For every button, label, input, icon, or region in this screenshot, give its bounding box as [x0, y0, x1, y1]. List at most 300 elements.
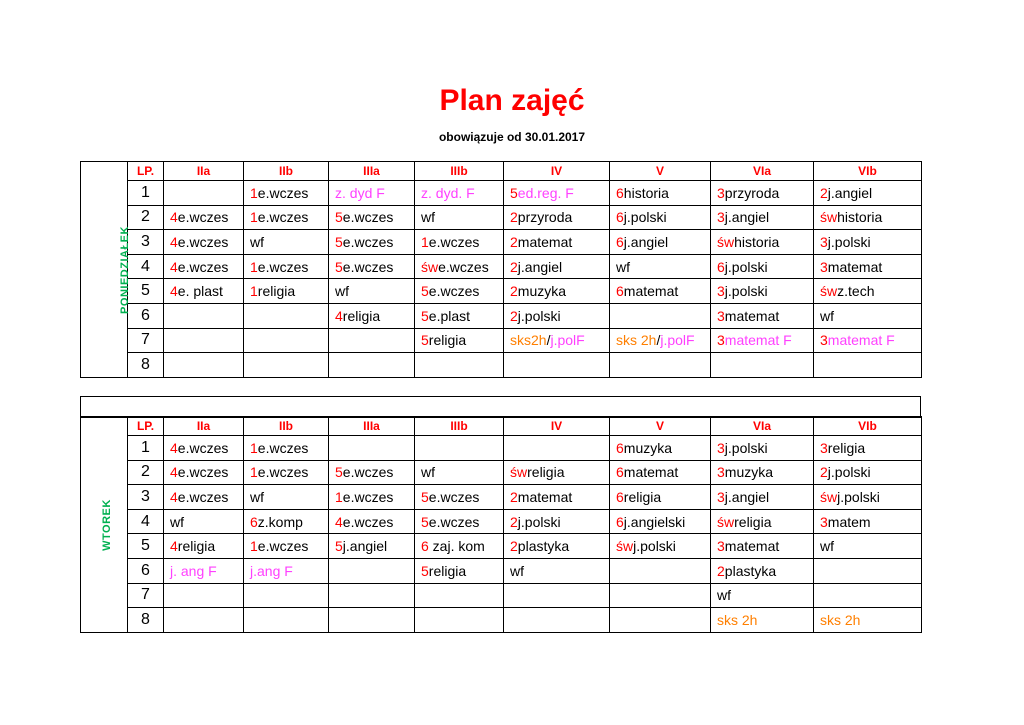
lesson-cell — [164, 181, 244, 206]
lesson-row — [81, 181, 922, 206]
lesson-row — [81, 328, 922, 353]
subject-text: matemat F — [724, 332, 792, 349]
lesson-cell — [610, 205, 711, 230]
column-header: V — [610, 162, 711, 181]
subject-text: j.angiel — [827, 184, 873, 201]
lesson-cell — [814, 460, 922, 485]
subject-text: przyroda — [517, 209, 573, 226]
lesson-cell — [504, 181, 610, 206]
lesson-cell — [814, 608, 922, 633]
room-number: 2 — [820, 184, 828, 201]
lesson-cell — [814, 303, 922, 328]
lesson-cell — [415, 509, 504, 534]
subject-text: e.wczes — [177, 464, 229, 481]
room-number: 2 — [510, 283, 518, 300]
lesson-row — [81, 205, 922, 230]
column-header: IIIb — [415, 162, 504, 181]
lesson-cell — [164, 328, 244, 353]
header-row — [81, 162, 922, 181]
lesson-cell — [244, 558, 329, 583]
room-number: 3 — [717, 464, 725, 481]
subject-text: przyroda — [724, 184, 780, 201]
lesson-cell — [164, 303, 244, 328]
column-header: VIb — [814, 162, 922, 181]
room-number: 6 — [616, 209, 624, 226]
room-number: 5 — [335, 209, 343, 226]
column-header: LP. — [128, 417, 164, 436]
lesson-cell — [814, 205, 922, 230]
subject-text: historia — [734, 233, 780, 250]
room-number: 6 — [717, 258, 725, 275]
lesson-cell — [504, 279, 610, 304]
lesson-cell — [711, 485, 814, 510]
room-number: 1 — [250, 464, 258, 481]
lesson-cell — [814, 230, 922, 255]
lesson-cell — [711, 254, 814, 279]
subject-text: religia — [734, 513, 772, 530]
subject-text: / — [546, 332, 551, 349]
subject-text: matemat — [724, 307, 780, 324]
lesson-cell — [329, 509, 415, 534]
room-number: 5 — [510, 184, 518, 201]
lesson-cell — [415, 328, 504, 353]
lesson-cell — [329, 583, 415, 608]
room-number: 4 — [335, 513, 343, 530]
day-label: WTOREK — [100, 499, 113, 552]
lesson-cell — [164, 254, 244, 279]
room-number: 1 — [250, 538, 258, 555]
lesson-cell — [504, 436, 610, 461]
subject-text: matemat — [724, 538, 780, 555]
schedule-monday — [80, 161, 921, 378]
subject-text: e.wczes — [342, 488, 394, 505]
lesson-cell — [711, 534, 814, 559]
room-number: 2 — [510, 538, 518, 555]
lesson-row — [81, 534, 922, 559]
lesson-cell — [244, 254, 329, 279]
subject-text: wf — [250, 233, 264, 250]
room-number: 1 — [250, 258, 258, 275]
room-number: 4 — [170, 233, 178, 250]
column-header: VIb — [814, 417, 922, 436]
lesson-number: 5 — [128, 279, 164, 304]
lesson-cell — [814, 583, 922, 608]
lesson-cell — [610, 509, 711, 534]
lesson-cell — [329, 534, 415, 559]
subject-text: wf — [421, 209, 435, 226]
lesson-row — [81, 485, 922, 510]
room-number: 4 — [170, 488, 178, 505]
lesson-cell — [610, 181, 711, 206]
subject-text: e.wczes — [342, 513, 394, 530]
room-number: 3 — [820, 233, 828, 250]
subject-text: j.angiel — [342, 538, 388, 555]
subject-text: e.wczes — [438, 258, 489, 275]
lesson-cell — [711, 583, 814, 608]
lesson-row — [81, 353, 922, 378]
subject-text: sks2h — [510, 332, 547, 349]
lesson-cell — [504, 205, 610, 230]
room-number: 2 — [510, 209, 518, 226]
lesson-cell — [329, 353, 415, 378]
subject-text: j.polski — [827, 233, 871, 250]
room-number: 6 — [616, 283, 624, 300]
lesson-cell — [814, 353, 922, 378]
column-header: IV — [504, 162, 610, 181]
subject-text: muzyka — [517, 283, 567, 300]
subject-text: z. dyd. F — [421, 184, 475, 201]
room-number: 1 — [250, 184, 258, 201]
column-header: VIa — [711, 417, 814, 436]
room-number: 4 — [170, 538, 178, 555]
day-label-cell — [81, 162, 131, 378]
lesson-row — [81, 509, 922, 534]
subject-text: j.polski — [517, 513, 561, 530]
subject-text: wf — [616, 258, 630, 275]
room-number: św — [616, 538, 634, 555]
subject-text: j.angiel — [724, 488, 770, 505]
subject-text: wf — [250, 488, 264, 505]
lesson-cell — [244, 460, 329, 485]
subject-text: j.polski — [724, 283, 768, 300]
page-title: Plan zajęć — [439, 84, 585, 117]
lesson-cell — [504, 460, 610, 485]
subject-text: wf — [820, 307, 834, 324]
lesson-cell — [244, 436, 329, 461]
room-number: 6 — [616, 488, 624, 505]
lesson-number: 4 — [128, 254, 164, 279]
subject-text: matem — [827, 513, 871, 530]
room-number: 4 — [170, 464, 178, 481]
lesson-cell — [415, 534, 504, 559]
lesson-row — [81, 460, 922, 485]
subject-text: matemat — [827, 258, 883, 275]
column-header: LP. — [128, 162, 164, 181]
lesson-cell — [711, 509, 814, 534]
subject-text: j.polski — [633, 538, 676, 555]
lesson-cell — [329, 230, 415, 255]
lesson-cell — [610, 328, 711, 353]
lesson-cell — [329, 205, 415, 230]
room-number: 4 — [170, 209, 178, 226]
subject-text: e.wczes — [257, 439, 309, 456]
lesson-cell — [244, 485, 329, 510]
day-label-cell — [81, 417, 128, 633]
room-number: 4 — [170, 258, 178, 275]
subject-text: / — [656, 332, 661, 349]
subject-text: matemat — [623, 283, 679, 300]
subject-text: wf — [335, 283, 349, 300]
lesson-cell — [164, 558, 244, 583]
room-number: 3 — [717, 332, 725, 349]
lesson-cell — [504, 254, 610, 279]
subject-text: j.angielski — [623, 513, 686, 530]
subject-text: sks 2h — [616, 332, 657, 349]
room-number: 6 — [250, 513, 258, 530]
room-number: 1 — [250, 439, 258, 456]
subject-text: wf — [820, 538, 834, 555]
lesson-cell — [244, 303, 329, 328]
subject-text: e.wczes — [177, 258, 229, 275]
lesson-row — [81, 583, 922, 608]
room-number: 3 — [820, 439, 828, 456]
subject-text: j.polski — [517, 307, 561, 324]
lesson-row — [81, 608, 922, 633]
column-header: IIb — [244, 162, 329, 181]
lesson-cell — [244, 205, 329, 230]
lesson-row — [81, 303, 922, 328]
lesson-cell — [610, 436, 711, 461]
subject-text: e.wczes — [257, 258, 309, 275]
subject-text: e.wczes — [257, 209, 309, 226]
lesson-cell — [244, 230, 329, 255]
lesson-cell — [711, 303, 814, 328]
lesson-cell — [415, 205, 504, 230]
subject-text: j.angiel — [517, 258, 563, 275]
subject-text: matemat — [517, 233, 573, 250]
lesson-number: 4 — [128, 509, 164, 534]
room-number: 3 — [717, 209, 725, 226]
lesson-cell — [415, 181, 504, 206]
subject-text: wf — [421, 464, 435, 481]
subject-text: religia — [342, 307, 381, 324]
subject-text: j.angiel — [724, 209, 770, 226]
lesson-cell — [244, 583, 329, 608]
subject-text: e.wczes — [342, 209, 394, 226]
lesson-cell — [329, 181, 415, 206]
subject-text: sks 2h — [717, 611, 758, 628]
room-number: 2 — [510, 258, 518, 275]
lesson-cell — [711, 558, 814, 583]
lesson-cell — [244, 181, 329, 206]
lesson-number: 1 — [128, 181, 164, 206]
room-number: 3 — [717, 184, 725, 201]
lesson-cell — [504, 328, 610, 353]
room-number: 6 — [616, 513, 624, 530]
lesson-number: 5 — [128, 534, 164, 559]
lesson-cell — [415, 353, 504, 378]
lesson-cell — [610, 608, 711, 633]
lesson-cell — [814, 534, 922, 559]
lesson-cell — [164, 485, 244, 510]
lesson-row — [81, 436, 922, 461]
subject-text: e.wczes — [177, 439, 229, 456]
lesson-cell — [610, 583, 711, 608]
subject-text: zaj. kom — [428, 538, 485, 555]
lesson-number: 7 — [128, 583, 164, 608]
lesson-cell — [244, 353, 329, 378]
subject-text: ed.reg. F — [517, 184, 574, 201]
room-number: 6 — [421, 538, 429, 555]
lesson-cell — [610, 303, 711, 328]
lesson-cell — [814, 436, 922, 461]
lesson-cell — [504, 230, 610, 255]
subject-text: matemat — [517, 488, 573, 505]
room-number: 5 — [421, 307, 429, 324]
subject-text: e.wczes — [257, 538, 309, 555]
lesson-cell — [504, 558, 610, 583]
lesson-cell — [711, 460, 814, 485]
lesson-cell — [504, 608, 610, 633]
lesson-cell — [329, 460, 415, 485]
column-header: IIIa — [329, 417, 415, 436]
subject-text: j.polski — [623, 209, 667, 226]
room-number: 5 — [421, 332, 429, 349]
room-number: 2 — [510, 307, 518, 324]
room-number: św — [717, 233, 735, 250]
room-number: 5 — [335, 464, 343, 481]
lesson-row — [81, 230, 922, 255]
room-number: 5 — [335, 258, 343, 275]
column-header: IV — [504, 417, 610, 436]
subject-text: e.plast — [428, 307, 471, 324]
schedule-table — [80, 161, 922, 378]
lesson-cell — [415, 583, 504, 608]
lesson-cell — [504, 353, 610, 378]
room-number: 3 — [717, 439, 725, 456]
room-number: 3 — [717, 307, 725, 324]
lesson-cell — [244, 608, 329, 633]
lesson-number: 1 — [128, 436, 164, 461]
lesson-cell — [415, 279, 504, 304]
subject-text: muzyka — [623, 439, 673, 456]
subject-text: plastyka — [517, 538, 570, 555]
lesson-cell — [244, 328, 329, 353]
lesson-cell — [711, 181, 814, 206]
lesson-cell — [415, 303, 504, 328]
subject-text: j.angiel — [623, 233, 669, 250]
lesson-cell — [610, 279, 711, 304]
lesson-number: 7 — [128, 328, 164, 353]
room-number: 5 — [421, 488, 429, 505]
subject-text: z. dyd F — [335, 184, 385, 201]
lesson-cell — [415, 254, 504, 279]
lesson-number: 8 — [128, 353, 164, 378]
room-number: 2 — [510, 488, 518, 505]
lesson-cell — [814, 279, 922, 304]
room-number: 3 — [820, 258, 828, 275]
room-number: 1 — [250, 209, 258, 226]
lesson-cell — [814, 558, 922, 583]
room-number: 5 — [335, 233, 343, 250]
subject-text: e.wczes — [342, 258, 394, 275]
lesson-cell — [329, 436, 415, 461]
room-number: 3 — [717, 488, 725, 505]
room-number: św — [717, 513, 735, 530]
column-header: IIIb — [415, 417, 504, 436]
subject-text: religia — [527, 464, 565, 481]
room-number: 2 — [717, 562, 725, 579]
lesson-cell — [814, 485, 922, 510]
lesson-cell — [164, 583, 244, 608]
lesson-number: 8 — [128, 608, 164, 633]
lesson-cell — [164, 205, 244, 230]
lesson-cell — [415, 608, 504, 633]
lesson-cell — [610, 460, 711, 485]
lesson-cell — [244, 509, 329, 534]
lesson-cell — [814, 181, 922, 206]
lesson-cell — [711, 436, 814, 461]
subject-text: e.wczes — [177, 209, 229, 226]
page-subtitle: obowiązuje od 30.01.2017 — [438, 130, 586, 144]
lesson-cell — [711, 328, 814, 353]
room-number: 6 — [616, 233, 624, 250]
room-number: 2 — [510, 513, 518, 530]
lesson-cell — [329, 608, 415, 633]
subject-text: matemat — [623, 464, 679, 481]
header-row — [81, 417, 922, 436]
room-number: św — [820, 488, 838, 505]
lesson-cell — [711, 353, 814, 378]
room-number: 5 — [421, 562, 429, 579]
lesson-cell — [610, 485, 711, 510]
lesson-number: 3 — [128, 230, 164, 255]
subject-text: e.wczes — [428, 488, 480, 505]
subject-text: wf — [717, 587, 731, 604]
subject-text: matemat F — [827, 332, 895, 349]
lesson-number: 3 — [128, 485, 164, 510]
room-number: 4 — [170, 283, 178, 300]
subject-text: wf — [510, 562, 524, 579]
lesson-cell — [711, 608, 814, 633]
lesson-cell — [164, 460, 244, 485]
subject-text: j. ang F — [170, 562, 217, 579]
subject-text: e.wczes — [342, 464, 394, 481]
column-header: VIa — [711, 162, 814, 181]
lesson-cell — [415, 558, 504, 583]
room-number: 3 — [717, 538, 725, 555]
lesson-cell — [415, 485, 504, 510]
room-number: 2 — [820, 464, 828, 481]
room-number: 1 — [421, 233, 429, 250]
lesson-cell — [504, 509, 610, 534]
schedule-table — [80, 416, 922, 633]
lesson-number: 2 — [128, 205, 164, 230]
lesson-cell — [610, 230, 711, 255]
lesson-cell — [610, 534, 711, 559]
subject-text: j.polski — [724, 439, 768, 456]
column-header: V — [610, 417, 711, 436]
subject-text: j.ang F — [250, 562, 293, 579]
room-number: św — [421, 258, 439, 275]
subject-text: j.polski — [827, 464, 871, 481]
room-number: 5 — [421, 283, 429, 300]
room-number: 5 — [421, 513, 429, 530]
subject-text: religia — [827, 439, 866, 456]
lesson-cell — [814, 509, 922, 534]
column-header: IIb — [244, 417, 329, 436]
subject-text: z.tech — [837, 283, 875, 300]
subject-text: j.polski — [837, 488, 880, 505]
lesson-cell — [415, 460, 504, 485]
lesson-row — [81, 279, 922, 304]
room-number: 1 — [250, 283, 258, 300]
room-number: 6 — [616, 184, 624, 201]
room-number: 6 — [616, 464, 624, 481]
lesson-cell — [610, 353, 711, 378]
room-number: św — [820, 209, 838, 226]
room-number: 3 — [820, 332, 828, 349]
lesson-row — [81, 254, 922, 279]
subject-text: religia — [177, 538, 216, 555]
lesson-cell — [814, 254, 922, 279]
room-number: 2 — [510, 233, 518, 250]
lesson-cell — [415, 436, 504, 461]
room-number: 3 — [717, 283, 725, 300]
room-number: 5 — [335, 538, 343, 555]
subject-text: sks 2h — [820, 611, 861, 628]
column-header: IIa — [164, 417, 244, 436]
